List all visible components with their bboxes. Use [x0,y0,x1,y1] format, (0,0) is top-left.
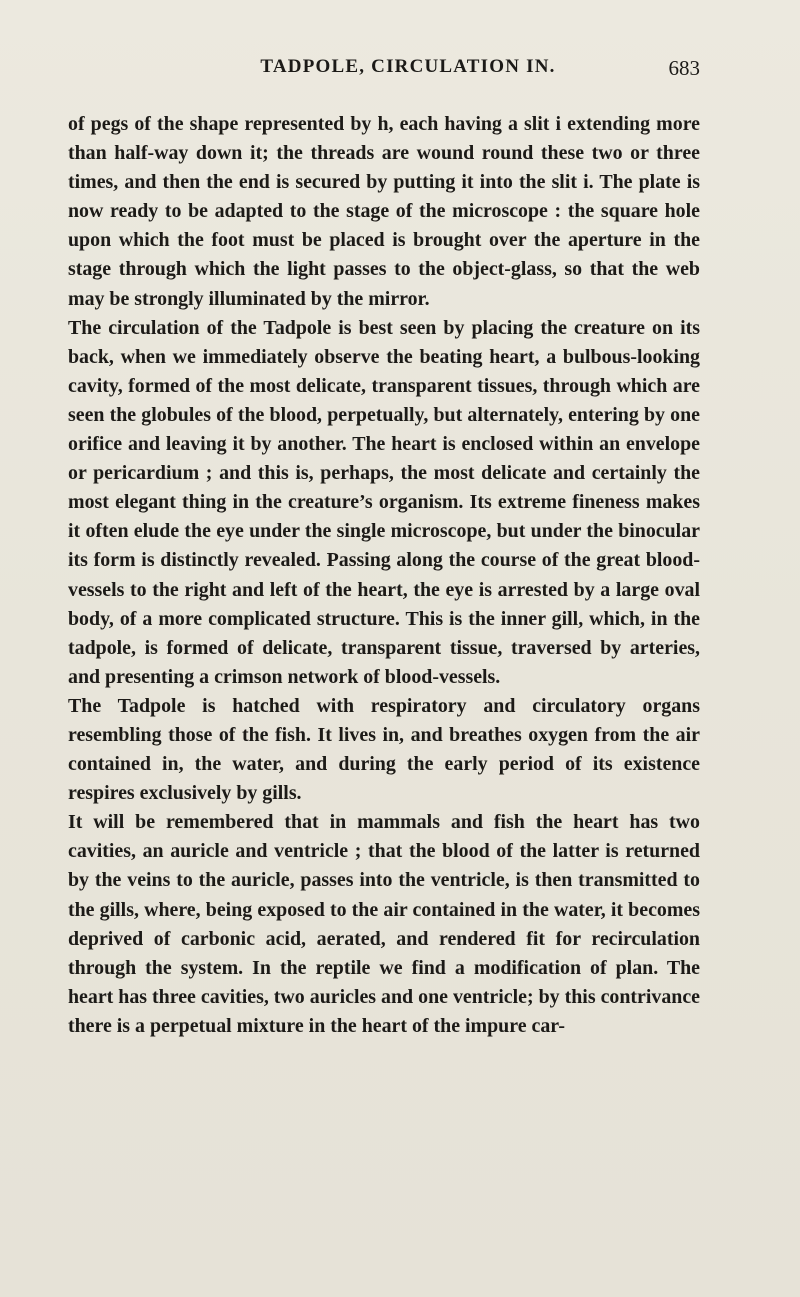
paragraph-2: The circulation of the Tadpole is best seen by placing the creature on its back, when we immediately observe the beating heart, a bulbous-looking cavity, formed of the most delicate, transparent tissues, through which are seen the globules of the blood, perpetually, but alternately, entering by one orifice and leaving it by another. The heart is enclosed within an envelope or pericardium ; and this is, perhaps, the most delicate and certainly the most elegant thing in the creature’s organism. Its extreme fineness makes it often elude the eye under the single microscope, but under the binocular its form is distinctly revealed. Passing along the course of the great blood-vessels to the right and left of the heart, the eye is arrested by a large oval body, of a more complicated structure. This is the inner gill, which, in the tadpole, is formed of delicate, transparent tissue, traversed by arteries, and presenting a crimson network of blood-vessels. [68,316,700,688]
running-head [0,56,800,86]
paragraph-1: of pegs of the shape represented by h, each having a slit i extending more than half-way down it; the threads are wound round these two or three times, and then the end is secured by putting it into the slit i. The plate is now ready to be adapted to the stage of the microscope : the square hole upon which the foot must be placed is brought over the aperture in the stage through which the light passes to the object-glass, so that the web may be strongly illuminated by the mirror. [68,113,700,310]
page-title: TADPOLE, CIRCULATION IN. [260,56,556,77]
paragraph-3: The Tadpole is hatched with respiratory and circulatory organs resembling those of the fish. It lives in, and breathes oxygen from the air contained in, the water, and during the early period of its existence respires exclusively by gills. [68,694,700,805]
paragraph-4: It will be remembered that in mammals and fish the heart has two cavities, an auricle and ventricle ; that the blood of the latter is returned by the veins to the auricle, passes into the ventricle, is then transmitted to the gills, where, being exposed to the air contained in the water, it becomes deprived of carbonic acid, aerated, and rendered fit for recirculation through the system. In the reptile we find a modification of plan. The heart has three cavities, two auricles and one ventricle; by this contrivance there is a perpetual mixture in the heart of the impure car- [68,811,700,1037]
body-text [68,110,700,1041]
page-number: 683 [668,56,700,80]
